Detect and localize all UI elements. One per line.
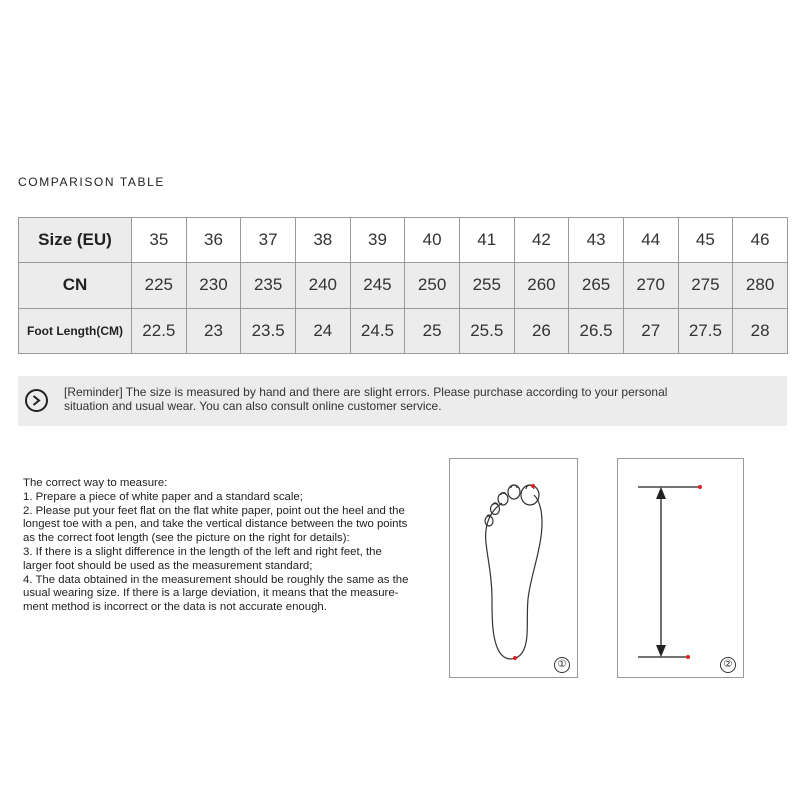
reminder-box [18, 376, 787, 426]
table-cell: 42 [514, 218, 569, 263]
table-cell: 40 [405, 218, 460, 263]
table-cell: 35 [132, 218, 187, 263]
table-cell: 275 [678, 263, 733, 308]
table-cell: 265 [569, 263, 624, 308]
table-cell: 41 [459, 218, 514, 263]
instruction-line: longest toe with a pen, and take the vertical distance between the two points [23, 518, 408, 531]
instruction-line: as the correct foot length (see the picture on the right for details): [23, 532, 350, 545]
table-cell: 240 [295, 263, 350, 308]
table-cell: 24 [295, 308, 350, 353]
toe-marker [531, 484, 535, 488]
table-cell: 230 [186, 263, 241, 308]
bottom-marker [686, 655, 690, 659]
step-1-badge: ① [554, 657, 570, 673]
top-marker [698, 485, 702, 489]
row-header: Foot Length(CM) [19, 308, 132, 353]
table-cell: 45 [678, 218, 733, 263]
table-cell: 23 [186, 308, 241, 353]
reminder-line-1: [Reminder] The size is measured by hand and there are slight errors. Please purchase according to your personal [64, 385, 668, 399]
instruction-line: 4. The data obtained in the measurement should be roughly the same as the [23, 573, 409, 586]
table-cell: 43 [569, 218, 624, 263]
foot-outline-diagram [449, 458, 578, 678]
foot-outline-icon [450, 459, 577, 677]
table-cell: 26.5 [569, 308, 624, 353]
length-arrow-icon [618, 459, 743, 677]
table-cell: 22.5 [132, 308, 187, 353]
table-cell: 280 [733, 263, 788, 308]
instruction-line: usual wearing size. If there is a large deviation, it means that the measure- [23, 587, 399, 600]
table-cell: 235 [241, 263, 296, 308]
table-cell: 270 [623, 263, 678, 308]
reminder-line-2: situation and usual wear. You can also consult online customer service. [64, 399, 442, 413]
row-header: CN [19, 263, 132, 308]
heel-marker [513, 656, 517, 660]
table-cell: 255 [459, 263, 514, 308]
measurement-instructions [23, 477, 443, 615]
step-2-badge: ② [720, 657, 736, 673]
table-cell: 44 [623, 218, 678, 263]
table-cell: 28 [733, 308, 788, 353]
table-row [19, 308, 788, 353]
table-cell: 46 [733, 218, 788, 263]
table-cell: 245 [350, 263, 405, 308]
table-cell: 25.5 [459, 308, 514, 353]
instruction-line: 2. Please put your feet flat on the flat white paper, point out the heel and the [23, 504, 405, 517]
table-cell: 39 [350, 218, 405, 263]
instruction-line: larger foot should be used as the measurement standard; [23, 559, 313, 572]
instruction-line: ment method is incorrect or the data is not accurate enough. [23, 601, 327, 614]
table-cell: 26 [514, 308, 569, 353]
reminder-text [64, 385, 764, 413]
arrow-right-circle-icon [25, 389, 48, 412]
table-row [19, 218, 788, 263]
table-cell: 27 [623, 308, 678, 353]
table-cell: 24.5 [350, 308, 405, 353]
comparison-table-title: COMPARISON TABLE [18, 175, 165, 189]
instruction-line: 3. If there is a slight difference in the length of the left and right feet, the [23, 545, 382, 558]
table-cell: 37 [241, 218, 296, 263]
size-comparison-table [18, 217, 788, 354]
table-cell: 250 [405, 263, 460, 308]
table-cell: 36 [186, 218, 241, 263]
table-cell: 38 [295, 218, 350, 263]
table-cell: 225 [132, 263, 187, 308]
foot-length-diagram [617, 458, 744, 678]
table-cell: 23.5 [241, 308, 296, 353]
instruction-line: 1. Prepare a piece of white paper and a standard scale; [23, 490, 303, 503]
table-cell: 27.5 [678, 308, 733, 353]
row-header: Size (EU) [19, 218, 132, 263]
instruction-line: The correct way to measure: [23, 477, 168, 489]
table-row [19, 263, 788, 308]
table-cell: 25 [405, 308, 460, 353]
table-cell: 260 [514, 263, 569, 308]
